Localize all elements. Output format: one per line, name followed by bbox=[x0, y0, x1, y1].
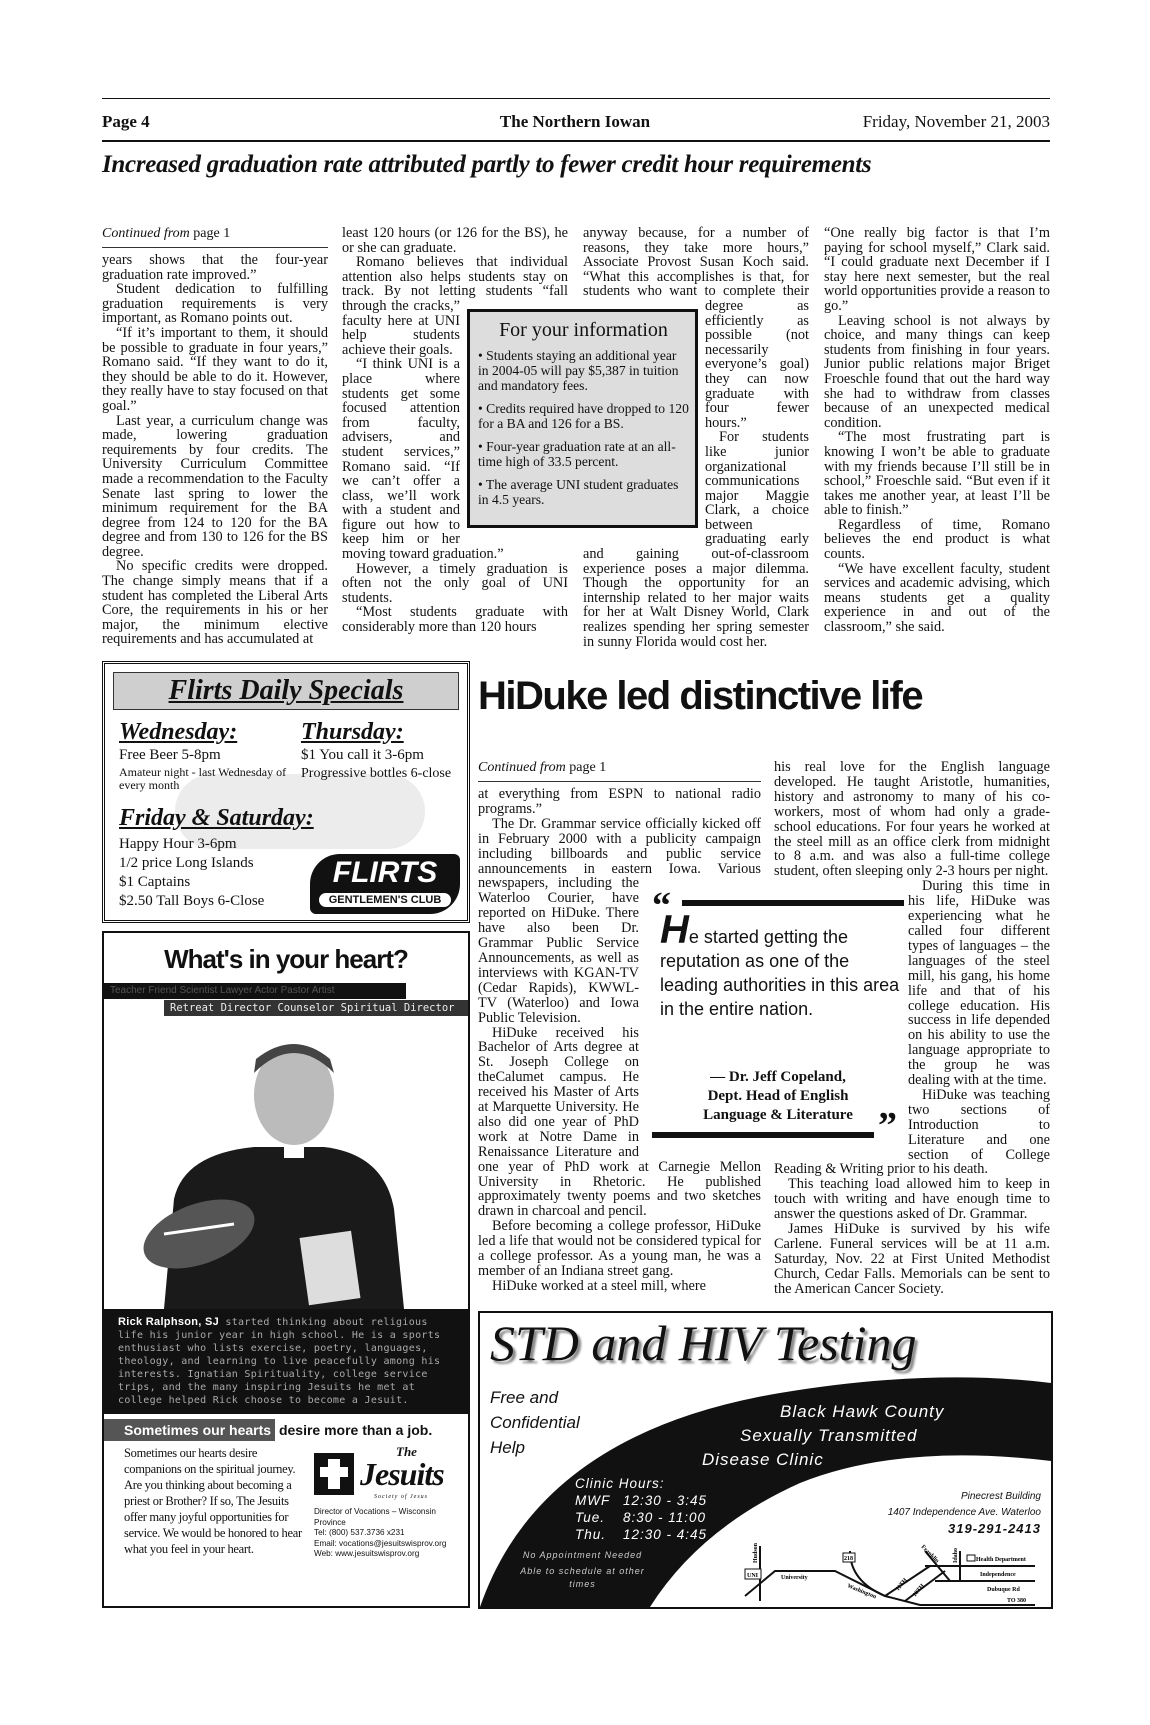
paragraph: anyway because, for a number of reasons, they take more hours,” Associate Provost Susan Koch said. “What this accomplishes is that, for students who want to complete their degree as efficiently as possible (not necessarily everyone’s goal) they can now graduate with four fewer hours.” bbox=[583, 226, 809, 431]
paragraph: Last year, a curriculum change was made, lowering graduation requirements by four credits. The University Curriculum Committee made a recommendation to the Faculty Senate last spring to lower the minimum requirement for the BA degree from 124 to 120 for the BA degree and from 130 to 126 for the BS degree. bbox=[102, 412, 328, 560]
paragraph: at everything from ESPN to national radio programs.” bbox=[478, 786, 761, 817]
paragraph: No specific credits were dropped. The change simply means that if a student has completed the Liberal Arts Core, the requirements in his or her major, the minimum elective requirements and has accumulated at bbox=[102, 558, 328, 648]
map-label: UNI bbox=[747, 1573, 759, 1579]
article-headline: Increased graduation rate attributed partly to fewer credit hour requirements bbox=[102, 151, 872, 178]
std-testing-ad[interactable] bbox=[478, 1311, 1053, 1609]
appointment-note: No Appointment Needed Able to schedule at other times bbox=[520, 1550, 645, 1589]
article-column bbox=[824, 226, 1050, 722]
paragraph: James HiDuke is survived by his wife Carlene. Funeral services will be at 11 a.m. Saturday, Nov. 22 at First United Methodist Church, Cedar Falls. Memorials can be sent to the American Cancer Society. bbox=[774, 1221, 1050, 1297]
thursday-item: Progressive bottles 6-close bbox=[301, 766, 452, 781]
paragraph: “One really big factor is that I’m paying for school myself,” Clark said. “I could graduate next December if I stay here next semester, but the real world opportunities provide a reason to go.” bbox=[824, 226, 1050, 314]
map-label: Health Department bbox=[976, 1557, 1026, 1563]
paragraph: HiDuke worked at a steel mill, where bbox=[492, 1277, 706, 1294]
weekend-item: 1/2 price Long Islands bbox=[119, 855, 254, 871]
paragraph: “I think UNI is a place where students get some focused attention from faculty, advisers, and student services,” Romano said. “If we can’t offer a class, we’ll work with a student and figure out how to keep him or her moving toward graduation.” bbox=[342, 356, 504, 563]
info-item: • Students staying an additional year in 2004-05 will pay $5,387 in tuition and mandatory fees. bbox=[478, 348, 679, 393]
map-label: Independence bbox=[980, 1572, 1016, 1578]
paragraph: Leaving school is not always by choice, and many things can keep students from finishing in four years. Junior public relations major Briget Froeschle found that out the hard way she had to withdraw from classes because of an unexpected medical condition. bbox=[824, 312, 1050, 431]
caption-text: started thinking about religious life his junior year in high school. He is a sports enthusiast who lists exercise, poetry, languages, theology, and learning to live peacefully among his interests. Ignatian Spirituality, college service trips, and the many inspiring Jesuits he met at college helped Rick choose to become a Jesuit. bbox=[118, 1317, 441, 1406]
paragraph: For students like junior organizational communications major Maggie Clark, a choice between graduating early and gaining out-of-classroom experience poses a major dilemma. Though the opportunity for an internship related to her major waits for her at Walt Disney World, Clark realizes spending her spring semester in sunny Florida would cost her. bbox=[583, 429, 809, 650]
info-item: • Credits required have dropped to 120 for a BA and 126 for a BS. bbox=[478, 401, 689, 431]
map-label: 18TH bbox=[911, 1583, 926, 1599]
wednesday-item: Amateur night - last Wednesday of every month bbox=[119, 765, 287, 792]
email-link[interactable]: Email: vocations@jesuitswisprov.org bbox=[314, 1538, 447, 1548]
wednesday-heading: Wednesday: bbox=[119, 719, 238, 745]
paper-name: The Northern Iowan bbox=[499, 112, 651, 131]
header-rule bbox=[102, 140, 1050, 142]
thursday-heading: Thursday: bbox=[301, 719, 404, 745]
paragraph: Romano believes that individual attention also helps students stay on track. By not letting students “fall through the cracks,” faculty here at UNI help students achieve their goals. bbox=[342, 254, 568, 358]
article-headline: HiDuke led distinctive life bbox=[478, 674, 923, 718]
page-number: Page 4 bbox=[102, 112, 150, 131]
clinic-name: Disease Clinic bbox=[702, 1450, 824, 1469]
paragraph: However, a timely graduation is often not the only goal of UNI students. bbox=[342, 560, 568, 606]
jesuits-body: Sometimes our hearts desire companions on the spiritual journey. Are you thinking about becoming a priest or Brother? If so, The Jesuits offer many joyful opportunities for service. We would be honored to hear what you feel in your heart. bbox=[124, 1446, 302, 1556]
weekend-heading: Friday & Saturday: bbox=[119, 805, 314, 831]
flirts-title: Flirts Daily Specials bbox=[113, 672, 459, 710]
map-label: Dubuque Rd bbox=[987, 1587, 1020, 1593]
flirts-logo: FLIRTS GENTLEMEN'S CLUB bbox=[310, 854, 460, 914]
caption-name: Rick Ralphson, SJ bbox=[118, 1316, 220, 1328]
priest-photo bbox=[104, 1019, 468, 1309]
continued-from: Continued from page 1 bbox=[102, 226, 231, 241]
paragraph: least 120 hours (or 126 for the BS), he or she can graduate. bbox=[342, 226, 568, 256]
careers-strip: Teacher Friend Scientist Lawyer Actor Pastor Artist bbox=[104, 983, 406, 999]
paragraph: HiDuke received his Bachelor of Arts degree at St. Joseph College on theCalumet campus. He received his Master of Arts at Marquette University. He also did one year of PhD work at Notre Dame in Renaissance Literature and one year of PhD work at Carnegie Mellon University in Rhetoric. He published approximately twenty poems and two sketches drawn in charcoal and pencil. bbox=[478, 1024, 761, 1220]
photo-caption bbox=[104, 1309, 468, 1414]
paragraph: This teaching load allowed him to keep in touch with writing and have enough time to answer the questions asked of Dr. Grammar. bbox=[774, 1176, 1050, 1223]
weekend-item: Happy Hour 3-6pm bbox=[119, 836, 237, 852]
phone-number[interactable]: 319-291-2413 bbox=[948, 1521, 1041, 1536]
paragraph: Student dedication to fulfilling graduation requirements is very important, as Romano points out. bbox=[102, 281, 328, 327]
directions-map bbox=[735, 1541, 1051, 1607]
free-help-text: Free and Confidential Help bbox=[490, 1388, 580, 1457]
flirts-ad[interactable] bbox=[102, 661, 470, 923]
paragraph: HiDuke was teaching two sections of Introduction to Literature and one section of College Reading & Writing prior to his death. bbox=[774, 1086, 1050, 1178]
thursday-item: $1 You call it 3-6pm bbox=[301, 747, 424, 763]
info-item: • The average UNI student graduates in 4.5 years. bbox=[478, 477, 679, 507]
weekend-item: $1 Captains bbox=[119, 874, 191, 890]
jesuits-logo: The Jesuits Society of Jesus bbox=[314, 1445, 464, 1503]
info-item: • Four-year graduation rate at an all-time high of 33.5 percent. bbox=[478, 439, 676, 469]
weekend-item: $2.50 Tall Boys 6-Close bbox=[119, 893, 265, 909]
paragraph: “If it’s important to them, it should be possible to graduate in four years,” Romano said. “If they want to do it, they should be able to do it. However, they really have to stay focused on that goal.” bbox=[102, 324, 328, 414]
paragraph: “We have excellent faculty, student services and academic advising, which means students get a quality experience in and out of the classroom,” she said. bbox=[824, 560, 1050, 636]
paragraph: “The most frustrating part is knowing I won’t be able to graduate with my friends because I’ll still be in school,” Froeschle said. “But even if it takes me another year, at least I’ll be able to finish.” bbox=[824, 429, 1050, 519]
continued-from: Continued from page 1 bbox=[478, 760, 607, 775]
map-label: 218 bbox=[844, 1556, 853, 1562]
map-label: University bbox=[781, 1575, 808, 1581]
wednesday-item: Free Beer 5-8pm bbox=[119, 747, 221, 763]
clinic-name: Black Hawk County bbox=[780, 1402, 945, 1421]
map-label: 11TH bbox=[894, 1577, 909, 1593]
paragraph: “Most students graduate with considerably more than 120 hours bbox=[342, 604, 568, 636]
jesuits-ad[interactable] bbox=[102, 931, 470, 1608]
paragraph: his real love for the English language developed. He taught Aristotle, humanities, history and astronomy to many of his co-workers, most of whom had only a grade-school educations. For four years he worked at the steel mill as an office clerk from midnight to 8 a.m. and was also a full-time college student, often sleeping only 2-3 hours per night. bbox=[774, 760, 1050, 880]
issue-date: Friday, November 21, 2003 bbox=[862, 112, 1050, 131]
paragraph: The Dr. Grammar service officially kicked off in February 2000 with a publicity campaign including billboards and public service announcements in eastern Iowa. Various newspapers, including the Waterloo Courier, have reported on HiDuke. There have also been Dr. Grammar Public Service Announcements, as well as interviews with KGAN-TV (Cedar Rapids), KWWL-TV (Waterloo) and Iowa Public Television. bbox=[478, 815, 761, 1026]
map-label: TO 380 bbox=[1007, 1598, 1027, 1604]
map-label: Idaho bbox=[953, 1547, 959, 1563]
clinic-address: Pinecrest Building 1407 Independence Ave. Waterloo 319-291-2413 bbox=[887, 1491, 1041, 1536]
careers-strip: Retreat Director Counselor Spiritual Director bbox=[164, 1000, 468, 1016]
jesuits-ad-title: What's in your heart? bbox=[164, 944, 408, 974]
article-column bbox=[102, 226, 328, 722]
clinic-hours: Clinic Hours: MWF 12:30 - 3:45 Tue. 8:30 - 11:00 Thu. 12:30 - 4:45 bbox=[575, 1476, 708, 1542]
top-rule bbox=[102, 98, 1050, 99]
info-box bbox=[467, 309, 698, 528]
map-label: Franklin bbox=[919, 1544, 940, 1565]
jesuits-contact: Director of Vocations – Wisconsin Province Tel: (800) 537.3736 x231 Email: vocations@jesuitswisprov.org Web: www.jesuitswisprov.org bbox=[314, 1507, 466, 1560]
paragraph: During this time in his life, HiDuke was experiencing what he called four different types of languages – the languages of the steel mill, his gang, his home life and that of his college education. His success in life depended on his ability to use the language appropriate to the group he was dealing with at the time. bbox=[908, 878, 1050, 1089]
ad-title: STD and HIV Testing bbox=[490, 1315, 917, 1371]
paragraph: Before becoming a college professor, HiDuke led a life that would not be considered typical for a college professor. As a young man, he was a member of an Indiana street gang. bbox=[478, 1218, 761, 1279]
map-label: Hudson bbox=[753, 1542, 759, 1563]
divider bbox=[478, 781, 761, 782]
ad-lower-section bbox=[104, 1309, 468, 1560]
pull-quote: “ He started getting the reputation as one of the leading authorities in this area in the entire nation. — Dr. Jeff Copeland, Dept. Head of English Language & Literature ” bbox=[652, 888, 904, 1146]
tagline: Sometimes our hearts desire more than a job. bbox=[104, 1419, 468, 1441]
info-box-title: For your information bbox=[499, 319, 668, 341]
paragraph: years shows that the four-year graduation rate improved.” bbox=[102, 252, 328, 283]
clinic-name: Sexually Transmitted bbox=[740, 1426, 918, 1445]
paragraph: Regardless of time, Romano believes the end product is what counts. bbox=[824, 516, 1050, 563]
divider bbox=[102, 247, 328, 248]
map-label: Washington bbox=[846, 1583, 877, 1601]
web-link[interactable]: Web: www.jesuitswisprov.org bbox=[314, 1549, 420, 1558]
